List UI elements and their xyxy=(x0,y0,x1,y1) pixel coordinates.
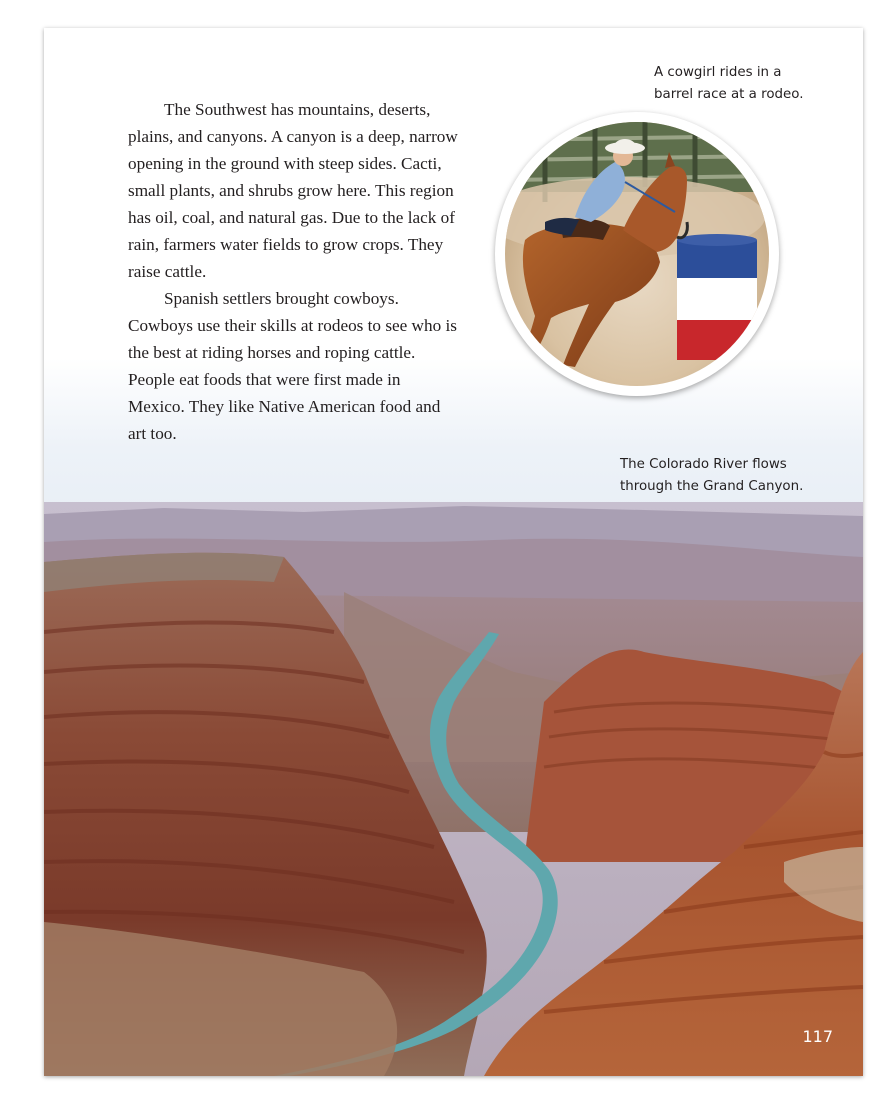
caption-line: barrel race at a rodeo. xyxy=(654,87,804,102)
paragraph-southwest-landforms: The Southwest has mountains, deserts, plains, and canyons. A canyon is a deep, narrow opening in the ground with steep sides. Cacti, small plants, and shrubs grow here. This region has oil, coal, and natural gas. Due to the lack of rain, farmers water fields to grow crops. They raise cattle. xyxy=(128,100,458,281)
cowgirl-barrel-race-illustration xyxy=(505,122,769,386)
page-number: 117 xyxy=(802,1027,833,1046)
rodeo-photo-caption xyxy=(654,62,844,106)
paragraph-cowboys-culture: Spanish settlers brought cowboys. Cowboys use their skills at rodeos to see who is the best at riding horses and roping cattle. People eat foods that were first made in Mexico. They like Native American food and art too. xyxy=(128,289,457,443)
grand-canyon-illustration xyxy=(44,502,863,1076)
textbook-page xyxy=(44,28,863,1076)
canyon-photo-caption xyxy=(620,454,850,498)
caption-line: The Colorado River flows xyxy=(620,457,787,472)
rodeo-photo xyxy=(495,112,779,396)
grand-canyon-photo xyxy=(44,502,863,1076)
caption-line: A cowgirl rides in a xyxy=(654,65,782,80)
caption-line: through the Grand Canyon. xyxy=(620,479,804,494)
body-text xyxy=(128,96,458,447)
